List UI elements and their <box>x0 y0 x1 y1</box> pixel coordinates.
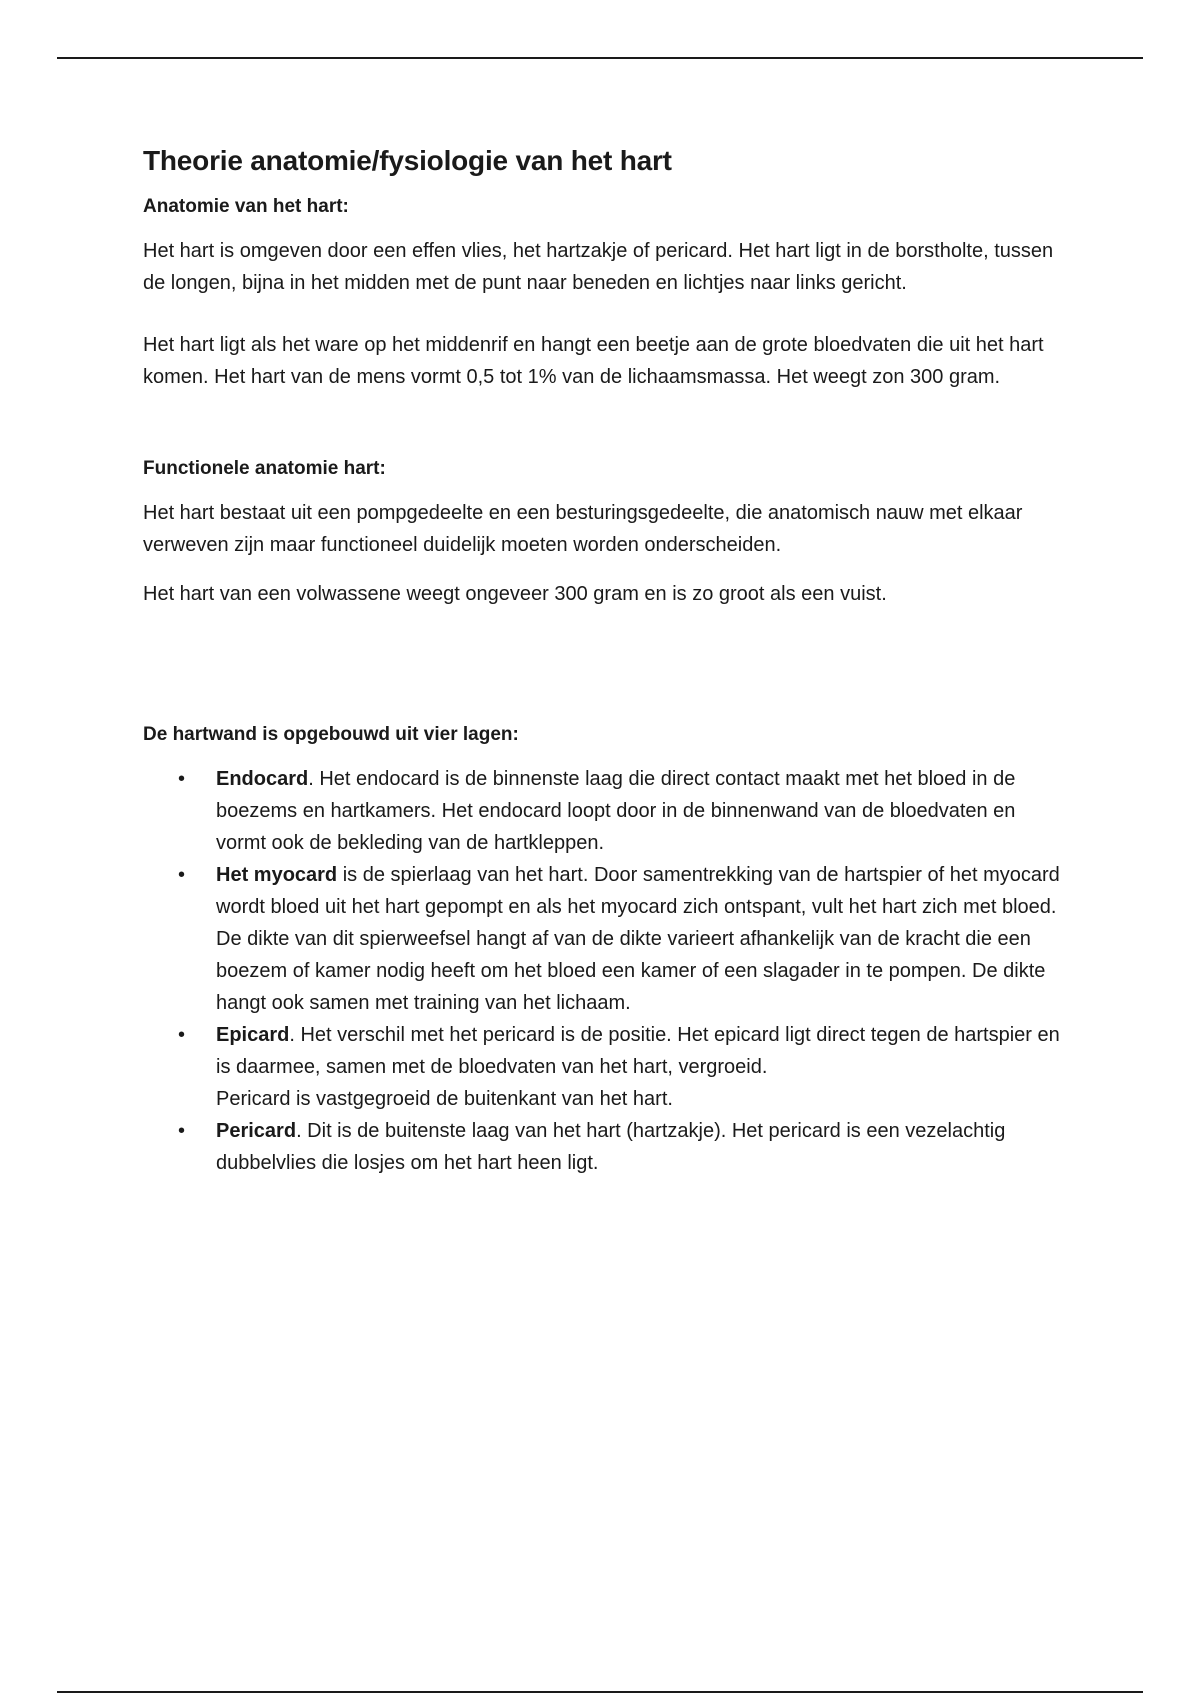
list-item-term: Endocard <box>216 768 309 790</box>
list-item <box>143 1019 1063 1115</box>
layer-list <box>143 763 1063 1179</box>
list-item <box>143 1115 1063 1179</box>
document-title: Theorie anatomie/fysiologie van het hart <box>143 145 672 176</box>
section-heading-hartwand: De hartwand is opgebouwd uit vier lagen: <box>143 724 519 745</box>
header-rule <box>57 57 1143 59</box>
list-item-extra-text: Pericard is vastgegroeid de buitenkant van het hart. <box>216 1088 673 1110</box>
paragraph: Het hart ligt als het ware op het middenrif en hangt een beetje aan de grote bloedvaten die uit het hart komen. Het hart van de mens vormt 0,5 tot 1% van de lichaamsmassa. Het weegt zon 300 gram. <box>143 334 1044 388</box>
paragraph: Het hart is omgeven door een effen vlies, het hartzakje of pericard. Het hart ligt in de borstholte, tussen de longen, bijna in het midden met de punt naar beneden en lichtjes naar links gericht. <box>143 240 1054 294</box>
paragraph: Het hart van een volwassene weegt ongeveer 300 gram en is zo groot als een vuist. <box>143 583 887 605</box>
list-item-text: . Dit is de buitenste laag van het hart (hartzakje). Het pericard is een vezelachtig dubbelvlies die losjes om het hart heen ligt. <box>216 1120 1006 1174</box>
list-item-text: . Het endocard is de binnenste laag die direct contact maakt met het bloed in de boezems en hartkamers. Het endocard loopt door in de binnenwand van de bloedvaten en vormt ook de bekleding van de hartkleppen. <box>216 768 1016 854</box>
paragraph: Het hart bestaat uit een pompgedeelte en een besturingsgedeelte, die anatomisch nauw met elkaar verweven zijn maar functioneel duidelijk moeten worden onderscheiden. <box>143 502 1023 556</box>
bullet-icon: • <box>178 768 186 790</box>
bullet-icon: • <box>178 864 186 886</box>
list-item <box>143 763 1063 859</box>
list-item-term: Pericard <box>216 1120 297 1142</box>
list-item <box>143 859 1063 1019</box>
list-item-text: is de spierlaag van het hart. Door samentrekking van de hartspier of het myocard wordt bloed uit het hart gepompt en als het myocard zich ontspant, vult het hart zich met bloed. De dikte van dit spierweefsel hangt af van de dikte varieert afhankelijk van de kracht die een boezem of kamer nodig heeft om het bloed een kamer of een slagader in te pompen. De dikte hangt ook samen met training van het lichaam. <box>216 864 1060 1014</box>
list-item-text: . Het verschil met het pericard is de positie. Het epicard ligt direct tegen de hartspier en is daarmee, samen met de bloedvaten van het hart, vergroeid. <box>216 1024 1060 1078</box>
section-heading-functionele-anatomie: Functionele anatomie hart: <box>143 458 386 479</box>
footer-rule <box>57 1691 1143 1693</box>
bullet-icon: • <box>178 1120 186 1142</box>
document-body <box>143 143 1063 1179</box>
bullet-icon: • <box>178 1024 186 1046</box>
section-heading-anatomie: Anatomie van het hart: <box>143 196 349 217</box>
list-item-term: Epicard <box>216 1024 290 1046</box>
list-item-term: Het myocard <box>216 864 338 886</box>
